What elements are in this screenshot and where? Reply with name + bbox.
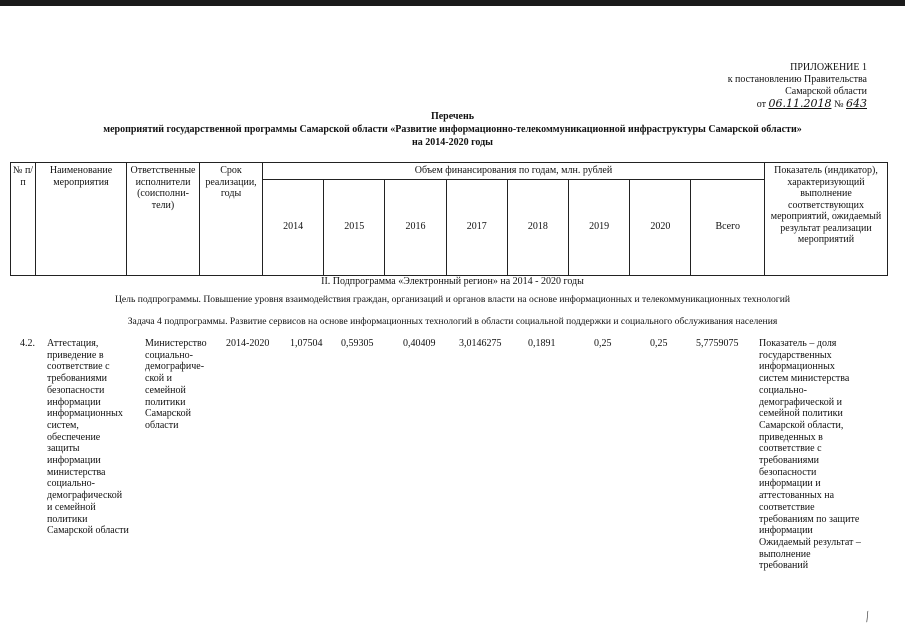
name-line: министерства bbox=[47, 466, 106, 478]
indicator-line: приведенных в bbox=[759, 431, 823, 443]
year-2020: 2020 bbox=[630, 179, 691, 275]
exec-line: демографиче- bbox=[145, 361, 205, 373]
indicator-line: соответствие bbox=[759, 501, 815, 513]
name-line: систем, bbox=[47, 419, 79, 431]
year-2018: 2018 bbox=[507, 179, 568, 275]
value-total: 5,7759075 bbox=[696, 338, 739, 349]
name-line: демографической bbox=[47, 490, 123, 502]
name-line: приведение в bbox=[47, 349, 104, 361]
name-line: информации bbox=[47, 396, 101, 408]
exec-line: Самарской bbox=[145, 408, 191, 420]
value-2017: 3,0146275 bbox=[459, 338, 502, 349]
indicator-line: требований bbox=[759, 560, 809, 572]
name-line: информационных bbox=[47, 408, 123, 420]
appendix-block bbox=[728, 62, 867, 111]
document-title bbox=[0, 110, 905, 149]
pen-mark-icon: ∕ bbox=[862, 610, 873, 625]
col-num: № п/п bbox=[11, 163, 36, 276]
subprogram-heading: II. Подпрограмма «Электронный регион» на 2014 - 2020 годы bbox=[321, 276, 584, 287]
row-name bbox=[47, 338, 129, 537]
name-line: соответствие с bbox=[47, 361, 110, 373]
col-indicator: Показатель (индикатор), характеризующий выполнение соответствующих мероприятий, ожидаемый результат реализации мероприятий bbox=[765, 163, 888, 276]
indicator-line: информационных bbox=[759, 361, 835, 373]
title-line1: Перечень bbox=[430, 111, 475, 122]
handwritten-date: 06.11.2018 bbox=[768, 97, 832, 110]
indicator-line: требованиями bbox=[759, 455, 820, 467]
indicator-line: выполнение bbox=[759, 548, 811, 560]
value-2020: 0,25 bbox=[650, 338, 668, 349]
indicator-line: семейной политики bbox=[759, 408, 843, 420]
col-exec: Ответственные исполнители (соисполни-тели) bbox=[127, 163, 200, 276]
subprogram-goal: Цель подпрограммы. Повышение уровня взаимодействия граждан, организаций и органов власти на основе информационных и телекоммуникационных технологий bbox=[114, 294, 791, 305]
row-executor bbox=[145, 338, 207, 432]
name-line: информации bbox=[47, 455, 101, 467]
name-line: и семейной bbox=[47, 501, 96, 513]
name-line: Аттестация, bbox=[47, 338, 99, 349]
year-2015: 2015 bbox=[324, 179, 385, 275]
name-line: Самарской области bbox=[47, 525, 129, 537]
row-number: 4.2. bbox=[20, 338, 35, 349]
indicator-line: систем министерства bbox=[759, 373, 850, 385]
table-header bbox=[10, 162, 888, 276]
name-line: обеспечение bbox=[47, 431, 101, 443]
value-2019: 0,25 bbox=[594, 338, 612, 349]
year-2017: 2017 bbox=[446, 179, 507, 275]
row-term: 2014-2020 bbox=[226, 338, 270, 349]
year-2014: 2014 bbox=[263, 179, 324, 275]
indicator-line: аттестованных на bbox=[759, 490, 835, 502]
name-line: защиты bbox=[47, 443, 80, 455]
title-line3: на 2014-2020 годы bbox=[412, 137, 493, 148]
year-2016: 2016 bbox=[385, 179, 446, 275]
appendix-line1: ПРИЛОЖЕНИЕ 1 bbox=[790, 62, 867, 73]
col-name: Наименование мероприятия bbox=[36, 163, 127, 276]
name-line: требованиями bbox=[47, 373, 108, 385]
indicator-line: требованиям по защите bbox=[759, 513, 860, 525]
indicator-line: социально- bbox=[759, 384, 807, 396]
value-2014: 1,07504 bbox=[290, 338, 323, 349]
number-label: № bbox=[833, 99, 844, 110]
indicator-line: государственных bbox=[759, 349, 832, 361]
value-2015: 0,59305 bbox=[341, 338, 374, 349]
value-2018: 0,1891 bbox=[528, 338, 556, 349]
title-line2: мероприятий государственной программы Самарской области «Развитие информационно-телекоммуникационной инфраструктуры Самарской области» bbox=[103, 124, 802, 135]
indicator-line: соответствие с bbox=[759, 443, 822, 455]
row-indicator bbox=[759, 338, 861, 572]
indicator-line: Самарской области, bbox=[759, 419, 844, 431]
exec-line: Министерство bbox=[145, 338, 207, 349]
indicator-line: информации bbox=[759, 525, 813, 537]
subprogram-task: Задача 4 подпрограммы. Развитие сервисов на основе информационных технологий в области социальной поддержки и социального обслуживания населения bbox=[127, 316, 778, 327]
indicator-line: безопасности bbox=[759, 466, 817, 478]
name-line: социально- bbox=[47, 478, 95, 490]
year-total: Всего bbox=[691, 179, 765, 275]
exec-line: социально- bbox=[145, 349, 193, 361]
col-funding: Объем финансирования по годам, млн. рублей bbox=[263, 163, 765, 180]
exec-line: ской и bbox=[145, 373, 172, 385]
indicator-line: информации и bbox=[759, 478, 821, 490]
exec-line: семейной bbox=[145, 384, 186, 396]
exec-line: политики bbox=[145, 396, 186, 408]
handwritten-number: 643 bbox=[846, 97, 867, 110]
name-line: политики bbox=[47, 513, 88, 525]
exec-line: области bbox=[145, 419, 179, 431]
indicator-line: Показатель – доля bbox=[759, 338, 837, 349]
scan-top-edge bbox=[0, 0, 905, 6]
from-label: от bbox=[756, 99, 766, 110]
name-line: безопасности bbox=[47, 384, 105, 396]
indicator-line: Ожидаемый результат – bbox=[759, 536, 861, 548]
value-2016: 0,40409 bbox=[403, 338, 436, 349]
appendix-line3: Самарской области bbox=[785, 86, 867, 97]
col-term: Срок реализации, годы bbox=[200, 163, 263, 276]
indicator-line: демографической и bbox=[759, 396, 842, 408]
appendix-line2: к постановлению Правительства bbox=[727, 74, 867, 85]
year-2019: 2019 bbox=[569, 179, 630, 275]
